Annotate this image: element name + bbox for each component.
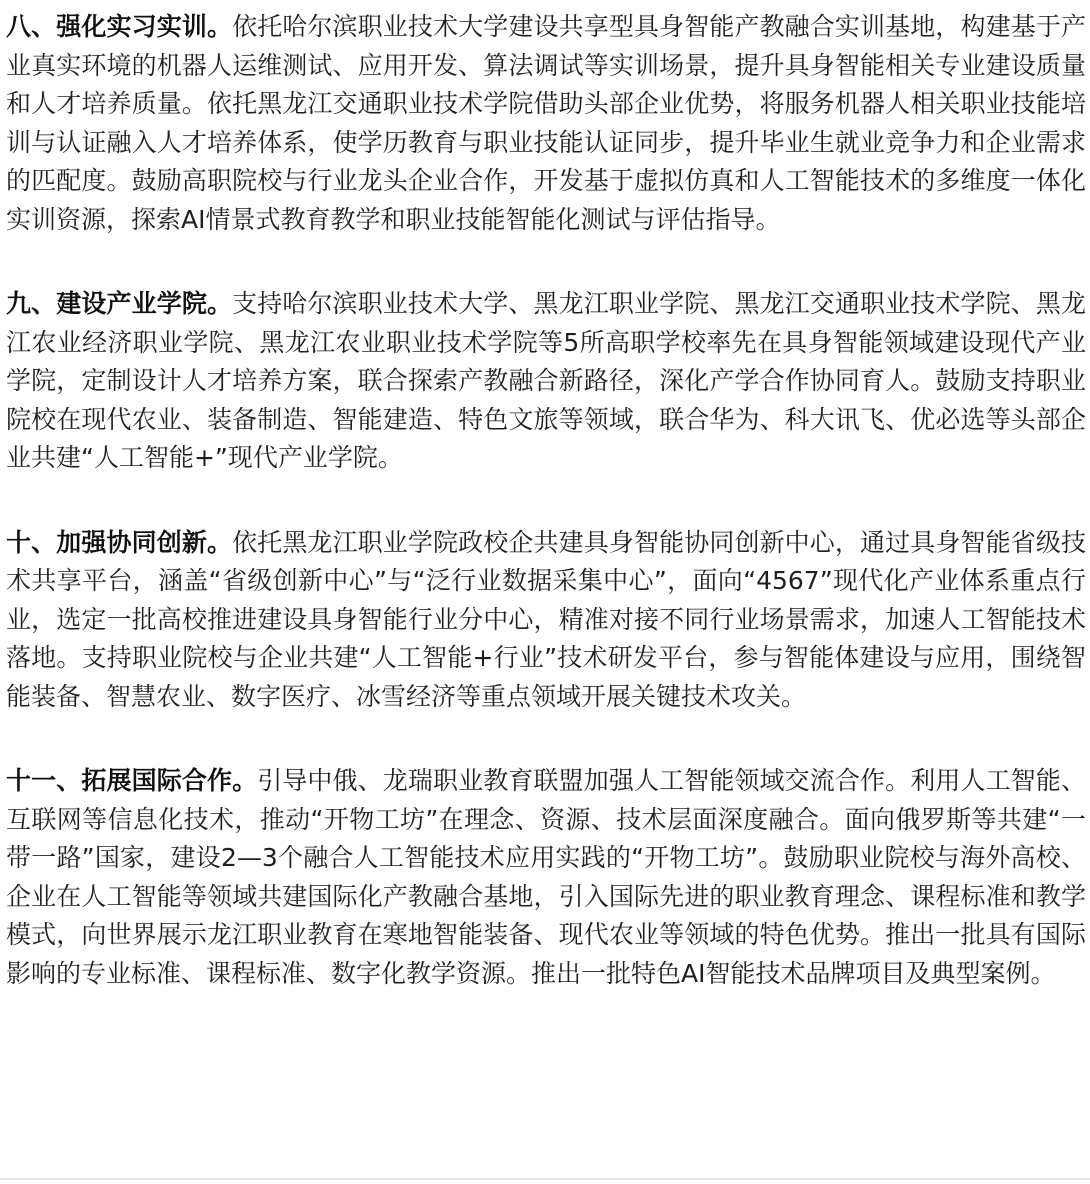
section-11-heading: 十一、拓展国际合作。: [6, 766, 258, 795]
section-10-body: 依托黑龙江职业学院政校企共建具身智能协同创新中心，通过具身智能省级技术共享平台，涵盖“省级创新中心”与“泛行业数据采集中心”，面向“4567”现代化产业体系重点行业，选定一批高校推进建设具身智能行业分中心，精准对接不同行业场景需求，加速人工智能技术落地。支持职业院校与企业共建“人工智能+行业”技术研发平台，参与智能体建设与应用，围绕智能装备、智慧农业、数字医疗、冰雪经济等重点领域开展关键技术攻关。: [6, 527, 1086, 711]
section-9-body: 支持哈尔滨职业技术大学、黑龙江职业学院、黑龙江交通职业技术学院、黑龙江农业经济职业学院、黑龙江农业职业技术学院等5所高职学校率先在具身智能领域建设现代产业学院，定制设计人才培养方案，联合探索产教融合新路径，深化产学合作协同育人。鼓励支持职业院校在现代农业、装备制造、智能建造、特色文旅等领域，联合华为、科大讯飞、优必选等头部企业共建“人工智能+”现代产业学院。: [6, 289, 1086, 472]
section-9-paragraph: [6, 285, 1086, 478]
section-11-paragraph: [6, 762, 1086, 993]
section-8-body: 依托哈尔滨职业技术大学建设共享型具身智能产教融合实训基地，构建基于产业真实环境的机器人运维测试、应用开发、算法调试等实训场景，提升具身智能相关专业建设质量和人才培养质量。依托黑龙江交通职业技术学院借助头部企业优势，将服务机器人相关职业技能培训与认证融入人才培养体系，使学历教育与职业技能认证同步，提升毕业生就业竞争力和企业需求的匹配度。鼓励高职院校与行业龙头企业合作，开发基于虚拟仿真和人工智能技术的多维度一体化实训资源，探索AI情景式教育教学和职业技能智能化测试与评估指导。: [6, 12, 1086, 234]
section-10-heading: 十、加强协同创新。: [6, 527, 233, 557]
section-8-heading: 八、强化实习实训。: [6, 12, 233, 41]
bottom-divider: [0, 1178, 1090, 1180]
section-10-paragraph: [6, 524, 1086, 717]
section-11-body: 引导中俄、龙瑞职业教育联盟加强人工智能领域交流合作。利用人工智能、互联网等信息化技术，推动“开物工坊”在理念、资源、技术层面深度融合。面向俄罗斯等共建“一带一路”国家，建设2—3个融合人工智能技术应用实践的“开物工坊”。鼓励职业院校与海外高校、企业在人工智能等领域共建国际化产教融合基地，引入国际先进的职业教育理念、课程标准和教学模式，向世界展示龙江职业教育在寒地智能装备、现代农业等领域的特色优势。推出一批具有国际影响的专业标准、课程标准、数字化教学资源。推出一批特色AI智能技术品牌项目及典型案例。: [6, 766, 1086, 988]
article-body: [6, 8, 1086, 993]
section-8-paragraph: [6, 8, 1086, 239]
section-9-heading: 九、建设产业学院。: [6, 289, 233, 318]
